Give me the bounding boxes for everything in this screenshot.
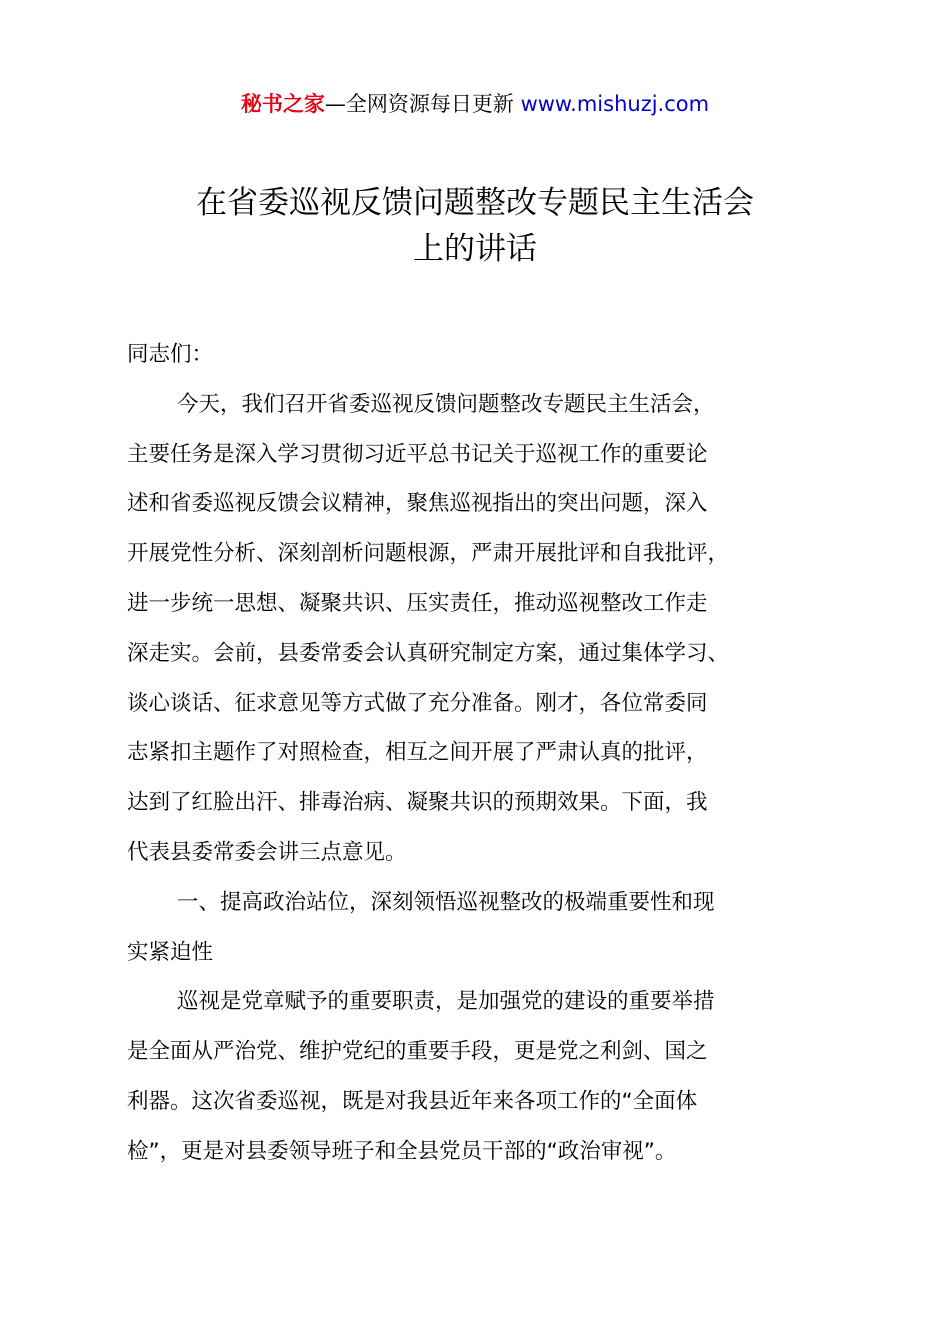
- body-text-line: 开展党性分析、深刻剖析问题根源，严肃开展批评和自我批评，: [127, 541, 730, 567]
- brand-name: 秘书之家: [240, 92, 325, 116]
- title-line: 上的讲话: [413, 231, 537, 267]
- site-header: [0, 88, 950, 120]
- body-text-line: 述和省委巡视反馈会议精神，聚焦巡视指出的突出问题，深入: [127, 491, 708, 517]
- site-url[interactable]: www.mishuzj.com: [520, 92, 710, 116]
- salutation: 同志们：: [127, 342, 214, 367]
- body-text-line: 谈心谈话、征求意见等方式做了充分准备。刚才，各位常委同: [127, 690, 708, 716]
- body-text-line: 代表县委常委会讲三点意见。: [127, 839, 407, 865]
- header-slogan: —全网资源每日更新: [324, 92, 514, 116]
- body-text-line: 志紧扣主题作了对照检查，相互之间开展了严肃认真的批评，: [127, 740, 708, 766]
- body-text-line: 主要任务是深入学习贯彻习近平总书记关于巡视工作的重要论: [127, 441, 708, 467]
- body-text-line: 达到了红脸出汗、排毒治病、凝聚共识的预期效果。下面，我: [127, 790, 708, 816]
- body-text-line: 一、提高政治站位，深刻领悟巡视整改的极端重要性和现: [177, 889, 715, 915]
- document-body: [127, 335, 847, 1182]
- body-text-line: 是全面从严治党、维护党纪的重要手段，更是党之利剑、国之: [127, 1039, 708, 1065]
- body-text-line: 深走实。会前，县委常委会认真研究制定方案，通过集体学习、: [127, 640, 730, 666]
- body-text-line: 巡视是党章赋予的重要职责，是加强党的建设的重要举措: [177, 989, 715, 1015]
- body-text-line: 实紧迫性: [127, 939, 214, 965]
- body-text-line: 进一步统一思想、凝聚共识、压实责任，推动巡视整改工作走: [127, 590, 708, 616]
- title-line: 在省委巡视反馈问题整改专题民主生活会: [196, 185, 754, 221]
- body-text-line: 今天，我们召开省委巡视反馈问题整改专题民主生活会，: [177, 391, 715, 417]
- document-title: [0, 180, 950, 272]
- body-text-line: 利器。这次省委巡视，既是对我县近年来各项工作的“全面体: [127, 1088, 698, 1114]
- body-text-line: 检”，更是对县委领导班子和全县党员干部的“政治审视”。: [127, 1138, 677, 1164]
